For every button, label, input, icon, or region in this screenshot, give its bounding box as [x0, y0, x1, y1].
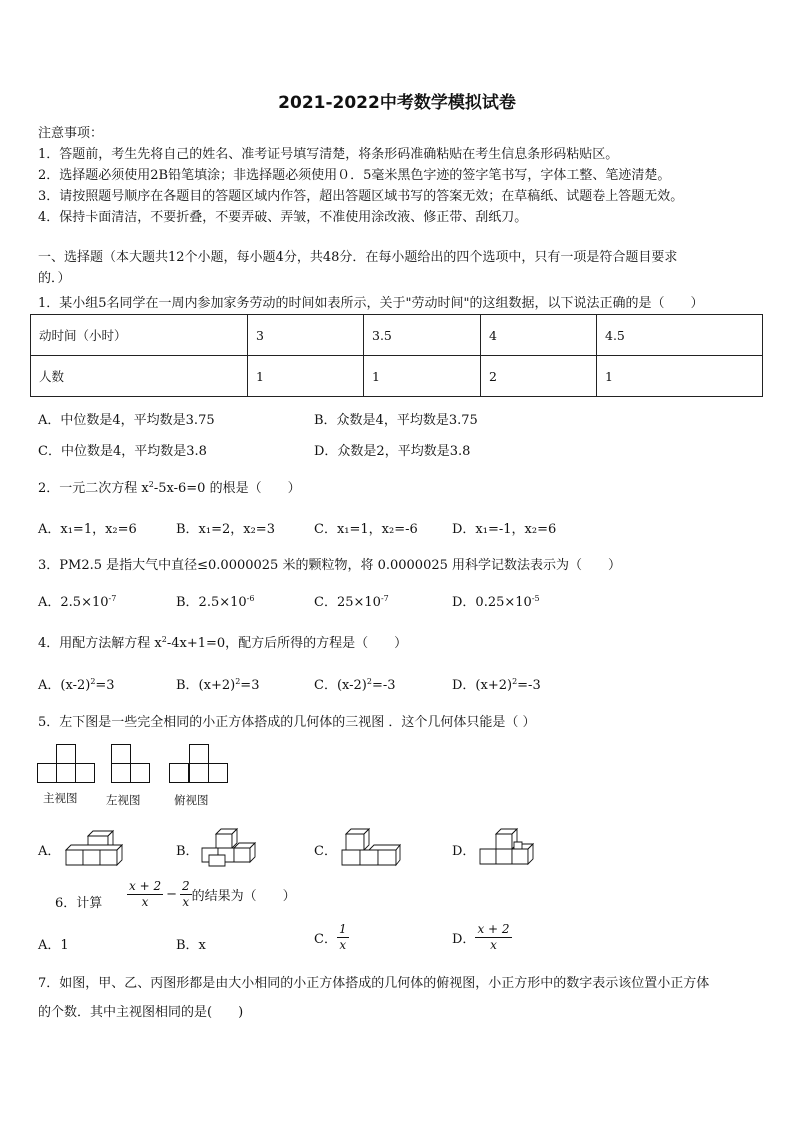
q6-fraction-1	[127, 879, 163, 910]
table-cell: 4.5	[597, 315, 763, 356]
q3-option-d[interactable]	[452, 591, 540, 610]
q2-stem-text: 2．一元二次方程 x	[38, 481, 149, 496]
q3-option-a[interactable]	[38, 591, 116, 610]
notice-item: 2．选择题必须使用2B铅笔填涂；非选择题必须使用０．5毫米黑色字迹的签字笔书写，字体工整、笔迹清楚。	[38, 168, 671, 183]
q2-stem	[38, 477, 301, 496]
cube-stack-a-figure	[63, 826, 123, 870]
fraction-denominator: x	[490, 938, 497, 952]
q1-stem: 1．某小组5名同学在一周内参加家务劳动的时间如表所示，关于"劳动时间"的这组数据，以下说法正确的是（ ）	[38, 296, 704, 311]
q4-option-tail: =-3	[517, 678, 541, 693]
q4-stem	[38, 632, 407, 651]
q5-stem: 5．左下图是一些完全相同的小正方体搭成的几何体的三视图 ．这个几何体只能是（ ）	[38, 715, 536, 730]
q4-option-a[interactable]	[38, 674, 115, 693]
q4-option-sup: 2	[366, 677, 372, 686]
section-heading: 一、选择题（本大题共12个小题，每小题4分，共48分．在每小题给出的四个选项中，只有一项是符合题目要求	[38, 250, 678, 265]
q1-option-b[interactable]: B．众数是4，平均数是3.75	[314, 413, 478, 428]
q6-expression	[127, 879, 296, 910]
q4-stem-text: -4x+1=0，配方后所得的方程是（ ）	[166, 636, 408, 651]
q4-option-text: C．(x-2)	[314, 678, 367, 693]
table-row	[31, 315, 763, 356]
front-view-figure	[37, 743, 97, 785]
q5-option-b[interactable]: B．	[176, 844, 199, 859]
notice-item: 1．答题前，考生先将自己的姓名、准考证号填写清楚，将条形码准确粘贴在考生信息条形码粘贴区。	[38, 147, 619, 162]
q6-option-c[interactable]	[314, 922, 349, 953]
q1-option-c[interactable]: C．中位数是4，平均数是3.8	[38, 444, 207, 459]
fraction-denominator: x	[339, 938, 347, 952]
q3-option-text: A．2.5×10	[38, 595, 109, 610]
q2-option-a[interactable]: A．x₁=1，x₂=6	[38, 522, 137, 537]
table-cell: 3	[248, 315, 364, 356]
front-view-label: 主视图	[43, 791, 78, 805]
q4-option-c[interactable]	[314, 674, 396, 693]
q4-option-sup: 2	[512, 677, 518, 686]
page-title: 2021-2022中考数学模拟试卷	[278, 93, 516, 113]
table-cell: 1	[597, 356, 763, 397]
q3-option-text: D．0.25×10	[452, 595, 532, 610]
table-cell: 1	[364, 356, 481, 397]
cube-stack-b-figure	[200, 826, 262, 870]
q5-option-d[interactable]: D．	[452, 844, 476, 859]
q4-option-d[interactable]	[452, 674, 541, 693]
section-heading-cont: 的．）	[38, 271, 71, 286]
q4-option-text: B．(x+2)	[176, 678, 236, 693]
q4-option-text: A．(x-2)	[38, 678, 91, 693]
notice-item: 4．保持卡面清洁，不要折叠，不要弄破、弄皱，不准使用涂改液、修正带、刮纸刀。	[38, 210, 528, 225]
q4-option-tail: =-3	[371, 678, 396, 693]
q4-option-sup: 2	[90, 677, 96, 686]
table-cell: 2	[481, 356, 597, 397]
side-view-figure	[111, 743, 153, 785]
q6-option-a[interactable]: A．1	[38, 938, 69, 953]
q4-option-tail: =3	[240, 678, 260, 693]
q6-option-d[interactable]	[452, 922, 512, 953]
q4-stem-text: 4．用配方法解方程 x	[38, 636, 162, 651]
q7-stem-cont: 的个数．其中主视图相同的是( )	[38, 1005, 244, 1020]
table-cell: 3.5	[364, 315, 481, 356]
notice-heading: 注意事项：	[38, 126, 104, 141]
minus-sign: −	[166, 887, 177, 902]
q4-option-sup: 2	[235, 677, 241, 686]
top-view-label: 俯视图	[174, 793, 209, 807]
fraction-numerator: 2	[182, 879, 190, 893]
q6-option-d-fraction	[475, 922, 511, 953]
fraction-numerator: 1	[338, 922, 347, 936]
q3-option-exp: -6	[246, 594, 255, 603]
q6-fraction-2	[180, 879, 192, 910]
q4-option-b[interactable]	[176, 674, 259, 693]
q3-option-exp: -7	[108, 594, 117, 603]
notice-item: 3．请按照题号顺序在各题目的答题区域内作答，超出答题区域书写的答案无效；在草稿纸、试题卷上答题无效。	[38, 189, 684, 204]
q2-option-b[interactable]: B．x₁=2，x₂=3	[176, 522, 275, 537]
fraction-numerator: x + 2	[477, 922, 510, 936]
fraction-numerator: x + 2	[129, 879, 162, 893]
q2-stem-text: -5x-6=0 的根是（ ）	[153, 481, 301, 496]
q4-option-text: D．(x+2)	[452, 678, 513, 693]
q2-option-d[interactable]: D．x₁=-1，x₂=6	[452, 522, 557, 537]
table-row	[31, 356, 763, 397]
cube-stack-c-figure	[340, 826, 402, 870]
q7-stem: 7．如图，甲、乙、丙图形都是由大小相同的小正方体搭成的几何体的俯视图，小正方形中的数字表示该位置小正方体	[38, 976, 710, 991]
q3-option-b[interactable]	[176, 591, 254, 610]
table-cell: 4	[481, 315, 597, 356]
q6-option-b[interactable]: B．x	[176, 938, 206, 953]
q6-option-text: C．	[314, 932, 337, 947]
q4-option-tail: =3	[95, 678, 115, 693]
cube-stack-d-figure	[478, 826, 540, 870]
q6-stem-tail: 的结果为（ ）	[191, 889, 296, 904]
q1-option-a[interactable]: A．中位数是4，平均数是3.75	[38, 413, 215, 428]
table-cell: 动时间（小时）	[31, 315, 248, 356]
q3-stem: 3．PM2.5 是指大气中直径≤0.0000025 米的颗粒物，将 0.0000025 用科学记数法表示为（ ）	[38, 558, 622, 573]
q4-stem-sup: 2	[161, 635, 167, 644]
table-cell: 1	[248, 356, 364, 397]
q1-option-d[interactable]: D．众数是2，平均数是3.8	[314, 444, 471, 459]
q6-stem-label: 6．计算	[55, 896, 103, 911]
q6-option-c-fraction	[337, 922, 349, 953]
q6-option-text: D．	[452, 932, 476, 947]
q2-option-c[interactable]: C．x₁=1，x₂=-6	[314, 522, 418, 537]
q2-stem-sup: 2	[148, 480, 154, 489]
q3-option-text: B．2.5×10	[176, 595, 247, 610]
q3-option-exp: -7	[380, 594, 389, 603]
fraction-denominator: x	[141, 895, 149, 909]
q3-option-exp: -5	[531, 594, 540, 603]
q5-option-c[interactable]: C．	[314, 844, 337, 859]
q3-option-text: C．25×10	[314, 595, 381, 610]
side-view-label: 左视图	[106, 793, 141, 807]
table-cell: 人数	[31, 356, 248, 397]
top-view-figure	[169, 743, 231, 785]
q3-option-c[interactable]	[314, 591, 389, 610]
q1-table	[30, 314, 763, 397]
fraction-denominator: x	[182, 895, 190, 909]
q5-option-a[interactable]: A．	[38, 844, 61, 859]
